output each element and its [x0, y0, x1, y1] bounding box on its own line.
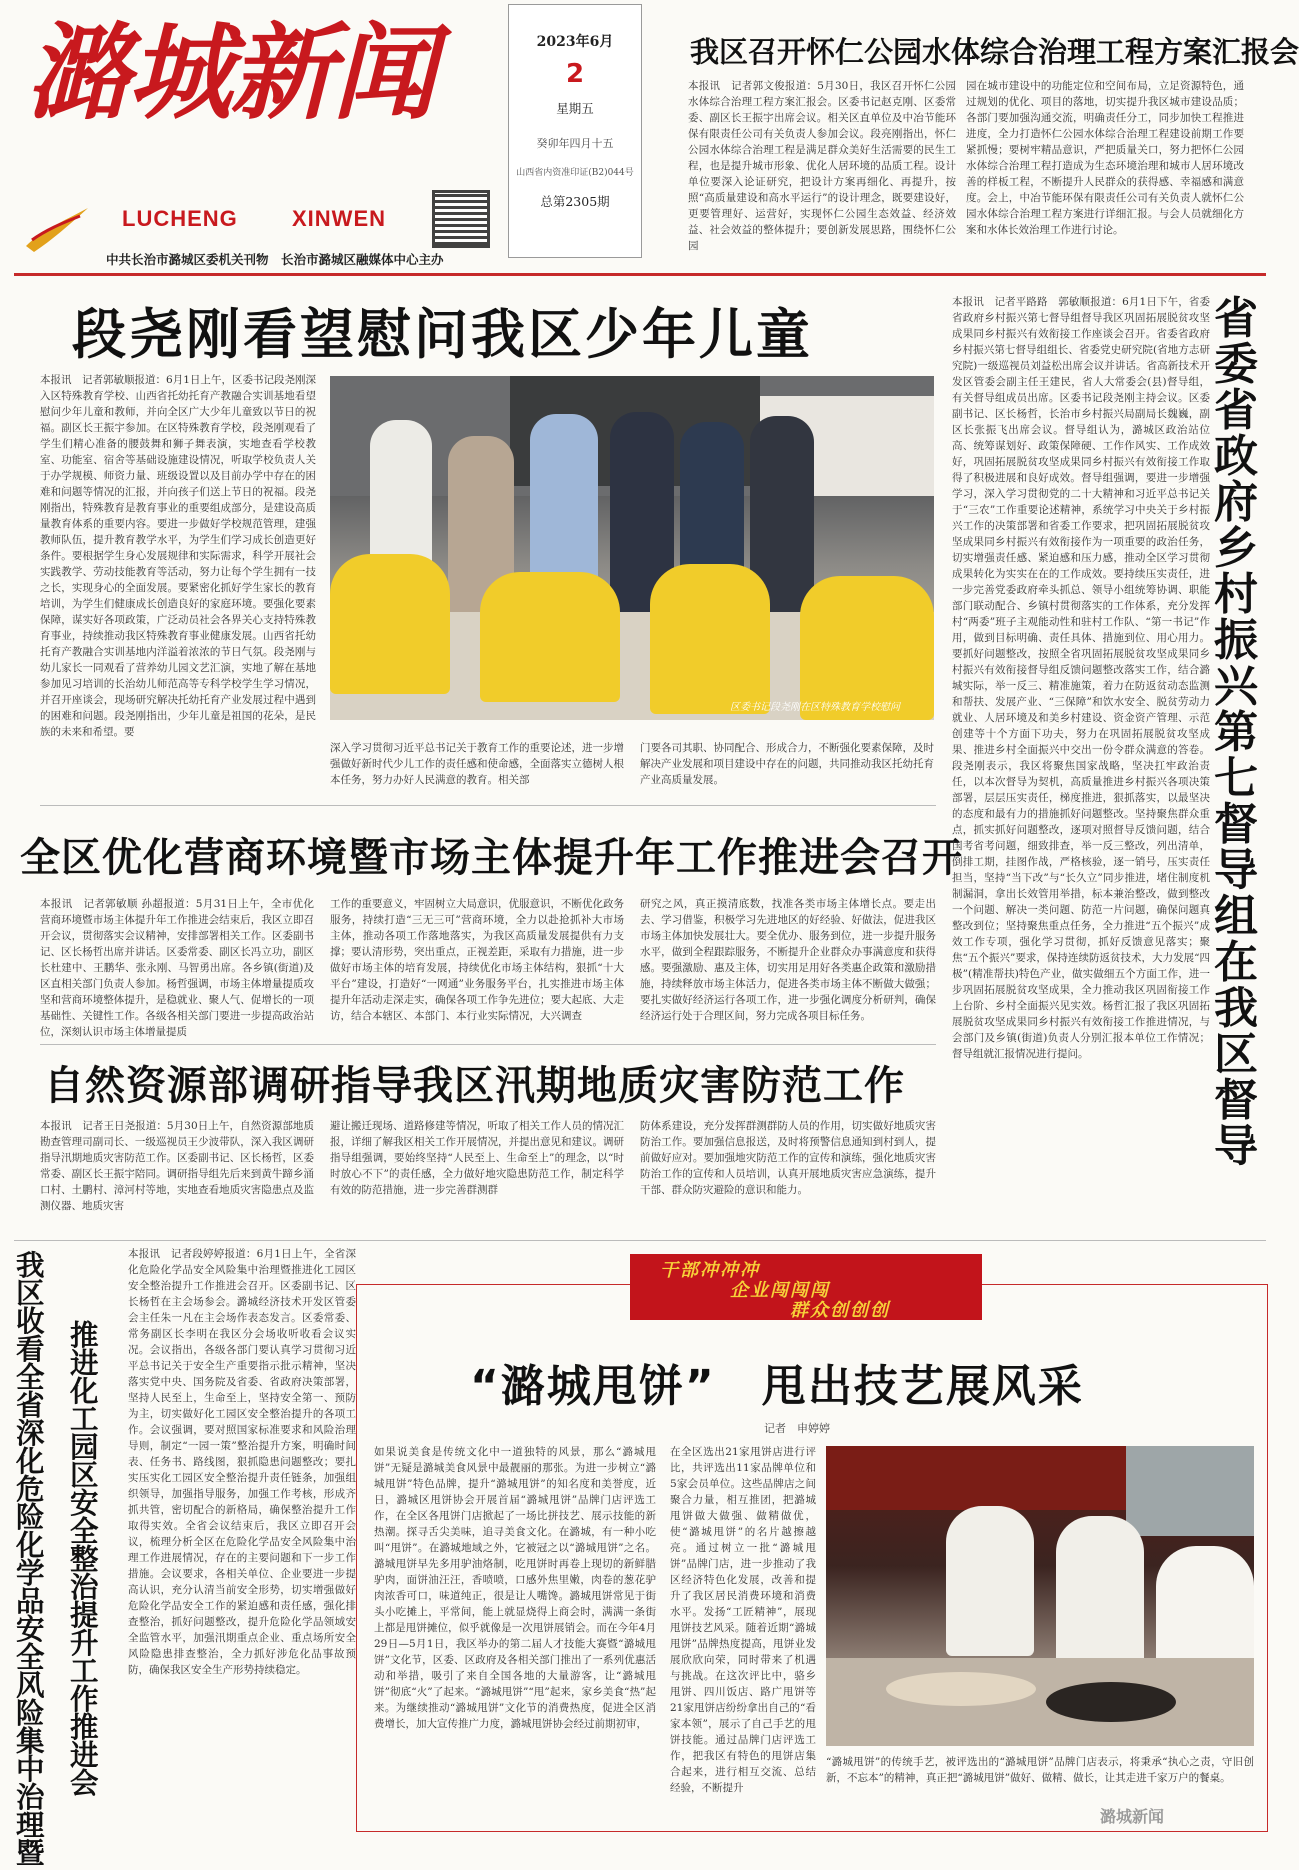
feature-photo [826, 1446, 1254, 1746]
business-headline: 全区优化营商环境暨市场主体提升年工作推进会召开 [20, 835, 963, 881]
top-story-headline: 我区召开怀仁公园水体综合治理工程方案汇报会 [690, 35, 1299, 69]
date-year-month: 2023年6月 [536, 34, 614, 50]
disaster-col2: 避让搬迁现场、道路修建等情况，听取了相关工作人员的情况汇报，详细了解我区相关工作开展情况，并提出意见和建议。调研指导组强调，要始终坚持“人民至上、生命至上”的理念，以“时时放心不下”的责任感，全力做好地灾隐患防范工作，制定科学有效的防范措施，进一步完善群测群 [330, 1120, 624, 1196]
inspection-headline: 省委省政府乡村振兴第七督导组在我区督导 [1214, 293, 1258, 1172]
disaster-col3: 防体系建设，充分发挥群测群防人员的作用，切实做好地质灾害防治工作。要加强信息报送，及时将预警信息通知到村到人，提前做好应对。要加强地灾防范工作的宣传和演练，强化地质灾害防治工作的宣传和人员培训，认真开展地质灾害应急演练，提升干部、群众防灾避险的意识和能力。 [640, 1120, 936, 1196]
chemical-headline-a: 我区收看全省深化危险化学品安全风险集中治理暨 [16, 1249, 45, 1870]
business-col3: 研究之风，真正摸清底数，找准各类市场主体增长点。要走出去、学习借鉴，积极学习先进地区的好经验、好做法，促进我区市场主体加快发展壮大。要全优办、服务到位，进一步提升服务水平，做到全程跟踪服务，不断提升企业群众办事满意度和获得感。要强激励、惠及主体，切实用足用好各类惠企政策和激励措施，持续释放市场主体活力，促进各类市场主体不断做大做强；要扎实做好经济运行各项工作，进一步强化调度分析研判，确保经济运行处于合理区间，努力完成各项目标任务。 [640, 898, 936, 1022]
children-col1: 本报讯 记者郭敏顺报道：6月1日上午，区委书记段尧刚深入区特殊教育学校、山西省托幼托育产教融合实训基地看望慰问少年儿童和教师，并向全区广大少年儿童致以节日的祝福。副区长王振宇参加。在区特殊教育学校，段尧刚观看了学生们精心准备的腰鼓舞和狮子舞表演，实地查看学校教室、功能室、宿舍等基础设施建设情况，听取学校负责人关于办学规模、师资力量、班级设置以及目前办学中存在的困难和问题等情况的汇报，并向孩子们送上节日的祝福。段尧刚指出，特殊教育是教育事业的重要组成部分，是建设高质量教育体系的重要内容。要进一步做好学校规范管理，建强教师队伍，提升教育教学水平，为学生们学习成长创造更好条件。要根据学生身心发展规律和实际需求，科学开展社会实践教学、劳动技能教育等活动，努力让每个学生拥有一技之长，实现身心的全面发展。要紧密化抓好学生家长的教育培训，为学生们健康成长创造良好的家庭环境。要强化要素保障，谋实好各项政策，广泛动员社会各界关心支持特殊教育事业，持续推动我区特殊教育事业健康发展。山西省托幼托育产教融合实训基地内洋溢着浓浓的节日气氛。段尧刚与幼儿家长一同观看了营养幼儿园文艺汇演，实地了解在基地参加见习培训的长治幼儿师范高等专科学校学生学习情况，并召开座谈会，现场研究解决托幼托育产业发展过程中遇到的困难和问题。段尧刚指出，少年儿童是祖国的花朵，是民族的未来和希望。要 [40, 374, 316, 738]
children-photo-caption: 区委书记段尧刚在区特殊教育学校慰问 [730, 702, 900, 713]
masthead-title: 潞城新闻 [26, 11, 435, 134]
chemical-col1: 本报讯 记者段婷婷报道：6月1日上午，全省深化危险化学品安全风险集中治理暨推进化工园区安全整治提升工作推进会召开。区委副书记、区长杨哲在主会场参会。潞城经济技术开发区管委会主任朱一凡在主会场作表态发言。区委常委、常务副区长李明在我区分会场收听收看会议实况。会议指出，各级各部门要认真学习贯彻习近平总书记关于安全生产重要指示批示精神，坚决落实党中央、国务院及省委、省政府决策部署，坚持人民至上，生命至上，坚持安全第一、预防为主，切实做好化工园区安全整治提升的各项工作。会议强调，要对照国家标准要求和风险治理导则，制定“一园一策”整治提升方案，明确时间表、任务书、路线图，狠抓隐患问题整改；要扎实压实化工园区安全整治提升责任链条，加强组织领导，加强指导服务，加强工作考核，形成齐抓共管，密切配合的新格局，确保整治提升工作取得实效。全省会议结束后，我区立即召开会议，梳理分析全区在危险化学品安全风险集中治理工作进展情况，存在的主要问题和下一步工作措施。会议要求，各相关单位、企业要进一步提高认识，充分认清当前安全形势，切实增强做好危险化学品安全工作的紧迫感和责任感，强化排查整治，抓好问题整改，提升危险化学品领域安全监管水平，加强汛期重点企业、重点场所安全风险隐患排查整治，全力抓好涉危化品事故预防，确保我区安全生产形势持续稳定。 [128, 1248, 356, 1676]
feature-banner [630, 1254, 982, 1320]
feature-caption: “潞城甩饼”的传统手艺，被评选出的“潞城甩饼”品牌门店表示，将秉承“执心之责，守旧创新，不忘本”的精神，真正把“潞城甩饼”做好、做精、做长，让其走进千家万户的餐桌。 [826, 1756, 1254, 1784]
date-license: 山西省内资准印证(B2)044号 [516, 168, 634, 178]
top-story-col1: 本报讯 记者郭文俊报道：5月30日，我区召开怀仁公园水体综合治理工程方案汇报会。区委书记赵克刚、区委常委、副区长王振宇出席会议。相关区直单位及中冶节能环保有限责任公司有关负责人参加会议。段亮刚指出，怀仁公园水体综合治理工程是满足群众美好生活需要的民生工程，也是提升城市形象、优化人居环境的品质工程。设计单位要深入论证研究，把设计方案再细化、再提升，按照“高质量建设和高水平运行”的设计理念，既要建设好，更要管理好、运营好，实现怀仁公园生态效益、经济效益、社会效益的整体提升；要创新发展思路，围绕怀仁公园 [688, 80, 956, 252]
watermark: 潞城新闻 [1100, 1807, 1165, 1826]
feature-col2: 在全区选出21家甩饼店进行评比，共评选出11家品牌单位和5家会员单位。这些品牌店之间聚合力量，相互推团，把潞城甩饼做大做强、做精做优，使“潞城甩饼”的名片越擦越亮。通过树立一批“潞城甩饼”品牌门店，进一步推动了我区经济特色化发展，改善和提升了我区居民消费环境和消费水平。发扬“工匠精神”，展现甩饼技艺风采。随着近期“潞城甩饼”品牌热度提高，甩饼业发展欣欣向荣，同时带来了机遇与挑战。在这次评比中，骆乡甩饼、四川饭店、路广甩饼等21家甩饼店纷纷拿出自己的“看家本领”，展示了自己手艺的甩饼技能。通过品牌门店评选工作，把我区有特色的甩饼店集合起来，进行相互交流、总结经验，不断提升 [670, 1446, 816, 1794]
business-col2: 工作的重要意义，牢固树立大局意识，优服意识，不断优化政务服务，持续打造“三无三可”营商环境，全力以赴抢抓补大市场主体，推动各项工作落地落实，为我区高质量发展提供有力支撑；要认清形势，突出重点，正视差距，采取有力措施，进一步做好市场主体的培育发展，持续优化市场主体结构，狠抓“十大平台”建设，打造好“一网通”业务服务平台，扎实推进市场主体提升年活动走深走实，确保各项工作争先进位；要大起底、大走访，结合本辖区、本部门、本行业实际情况，大兴调查 [330, 898, 624, 1022]
masthead-sponsor: 中共长治市潞城区委机关刊物 长治市潞城区融媒体中心主办 [106, 252, 444, 267]
date-issue: 总第2305期 [540, 194, 610, 209]
feature-banner-line2: 企业闯闯闯 [730, 1280, 830, 1301]
children-headline: 段尧刚看望慰问我区少年儿童 [72, 303, 813, 366]
masthead [0, 0, 1299, 267]
date-weekday: 星期五 [556, 101, 594, 116]
date-box [508, 4, 642, 258]
disaster-col1: 本报讯 记者王日尧报道：5月30日上午，自然资源部地质勘查管理司副司长、一级巡视员王少波带队，深入我区调研指导汛期地质灾害防范工作。区委副书记、区长杨哲，区委常委、副区长王振宇陪同。调研指导组先后来到黄牛蹄乡涌口村、土鹏村、漳河村等地，实地查看地质灾害隐患点及监测仪器、地质灾害 [40, 1120, 314, 1212]
feature-byline: 记者 申婷婷 [764, 1422, 830, 1435]
divider [40, 805, 936, 806]
business-col1: 本报讯 记者郭敏顺 孙超报道：5月31日上午，全市优化营商环境暨市场主体提升年工作推进会结束后，我区立即召开会议，贯彻落实会议精神，安排部署相关工作。区委副书记、区长杨哲出席并讲话。区委常委、副区长冯立功，副区长杜建中、王鹏华、张永刚、马智勇出席。各乡镇(街道)及区直相关部门负责人参加。杨哲强调，市场主体增量提质攻坚和营商环境整体提升，是稳就业、聚人气、促增长的一项基础性、关键性工作。各级各相关部门要进一步提高政治站位，深刻认识市场主体增量提质 [40, 898, 314, 1038]
feature-banner-line1: 干部冲冲冲 [660, 1260, 760, 1281]
inspection-col1: 本报讯 记者平路路 郭敏顺报道：6月1日下午，省委省政府乡村振兴第七督导组督导我区巩固拓展脱贫攻坚成果同乡村振兴有效衔接工作座谈会召开。省委省政府乡村振兴第七督导组组长、省委党史研究院(省地方志研究院)一级巡视员刘益松出席会议并讲话。省高新技术开发区管委会副主任王建民，省人大常委会(县)督导组，有关督导组成员出席。区委书记段尧刚主持会议。区委副书记、区长杨哲，长治市乡村振兴局副局长魏巍，副区长张振飞出席会议。督导组认为，潞城区政治站位高、统筹谋划好、政策保障硬、工作作风实、工作成效好，巩固拓展脱贫攻坚成果同乡村振兴有效衔接工作取得了积极进展和良好成效。督导组强调，要进一步增强学习，深入学习贯彻党的二十大精神和习近平总书记关于“三农”工作重要论述精神，系统学习中央关于乡村振兴工作的决策部署和省委工作要求，把巩固拓展脱贫攻坚成果同乡村振兴有效衔接作为一项重要的政治任务，切实增强责任感、紧迫感和压力感，推动全区学习贯彻成果转化为实实在在的工作成效。要持续压实责任，进一步完善党委政府牵头抓总、领导小组统筹协调、职能部门联动配合、乡镇村贯彻落实的工作体系，充分发挥村“两委”班子主观能动性和驻村工作队、“第一书记”作用，做到目标明确、责任具体、措施到位、用心用力。要抓好问题整改，按照全省巩固拓展脱贫攻坚成果同乡村振兴有效衔接督导组反馈问题整改落实工作，结合潞城实际，举一反三、精准施策，着力在防返贫动态监测和帮扶、发展产业、“三保障”和饮水安全、脱贫劳动力就业、人居环境及和美乡村建设、资金资产管理、示范创建等十个方面下功夫，努力在巩固拓展脱贫攻坚成果、推进乡村全面振兴中交出一份令群众满意的答卷。段尧刚表示，我区将聚焦国家战略，坚决扛牢政治责任，以本次督导为契机，高质量推进乡村振兴各项决策部署，层层压实责任，梯度推进，狠抓落实，以最坚决的态度和最有力的措施抓好问题整改。坚持聚焦群众重点，抓实抓好问题整改，逐项对照督导反馈问题，结合国考省考问题，细致排查，举一反三整改，列出清单，倒排工期，挂图作战，严格核验，逐一销号，压实责任担当，坚持“当下改”与“长久立”同步推进，堵住制度机制漏洞，拿出长效管用举措，标本兼治整改，做到整改一个问题、解决一类问题、防范一片问题，确保问题真整改到位；坚持聚焦重点任务，全力推进“五个振兴”成效工作专项，强化学习贯彻，抓好反馈意见落实；聚焦“五个振兴”要求，保持连续防返贫技术，大力发展“四极”(精准帮扶)特色产业，做实做细五个方面工作，进一步巩固拓展脱贫攻坚成果，全力推动我区巩固衔接工作上台阶、乡村全面振兴见实效。杨哲汇报了我区巩固拓展脱贫攻坚成果同乡村振兴有效衔接工作推进情况，与会部门及乡镇(街道)负责人分别汇报本单位工作情况；督导组就汇报情况进行提问。 [952, 296, 1210, 1060]
feature-banner-line3: 群众创创创 [790, 1300, 890, 1321]
qr-code [432, 190, 490, 248]
feature-col1: 如果说美食是传统文化中一道独特的风景，那么“潞城甩饼”无疑是潞城美食风景中最靓丽的那张。为进一步树立“潞城甩饼”特色品牌，提升“潞城甩饼”的知名度和美誉度，近日，潞城区甩饼协会开展首届“潞城甩饼”品牌门店评选工作，在全区各甩饼门店掀起了一场比拼技艺、展示技能的新热潮。探寻舌尖美味，追寻美食文化。在潞城，有一种小吃叫“甩饼”。在潞城地域之外，它被冠之以“潞城甩饼”之名。潞城甩饼早先多用驴油烙制，吃甩饼时再卷上现切的新鲜腊驴肉，面饼油汪汪，香喷喷，口感外焦里嫩，肉卷的葱花驴肉浓香可口，味道纯正，很是让人嘴馋。潞城甩饼常见于街头小吃摊上，平常间，能上就显烧得上商会时，满满一条街上都是甩饼摊位，似乎就像是一次甩饼展销会。而在今年4月29日—5月1日，我区举办的第二届人才技能大赛暨“潞城甩饼”文化节，区委、区政府及各相关部门推出了一系列优惠活动和举措，吸引了来自全国各地的大量游客，让“潞城甩饼”彻底“火”了起来。“潞城甩饼”“甩”起来，家乡美食“热”起来。为继续推动“潞城甩饼”文化节的消费热度，促进全区消费增长，加大宣传推广力度，潞城甩饼协会经过前期初审， [374, 1446, 656, 1730]
masthead-pinyin-right: XINWEN [292, 206, 386, 231]
divider [40, 1044, 936, 1045]
children-caption-col1: 深入学习贯彻习近平总书记关于教育工作的重要论述，进一步增强做好新时代少儿工作的责任感和使命感，全面落实立德树人根本任务，努力办好人民满意的教育。相关部 [330, 742, 624, 786]
chemical-headline-b: 推进化工园区安全整治提升工作推进会 [70, 1319, 99, 1800]
children-photo [330, 376, 934, 720]
masthead-rule [14, 273, 1266, 276]
masthead-pinyin-left: LUCHENG [122, 206, 238, 231]
children-caption-col2: 门要各司其职、协同配合、形成合力，不断强化要素保障，及时解决产业发展和项目建设中存在的问题，共同推动我区托幼托育产业高质量发展。 [640, 742, 934, 786]
top-story-col2: 园在城市建设中的功能定位和空间布局，立足资源特色，通过规划的优化、项目的落地，切实提升我区城市建设品质；各部门要加强沟通交流，明确责任分工，同步加快工程推进进度，全力打造怀仁公园水体综合治理工程建设前期工作要紧抓慢；要树牢精品意识，严把质量关口，努力把怀仁公园水体综合治理工程打造成为生态环境治理和城市人居环境改善的样板工程，不断提升人民群众的获得感、幸福感和满意度。会上，中冶节能环保有限责任公司有关负责人就怀仁公园水体综合治理工程方案进行详细汇报。与会人员就细化方案和水体长效治理工作进行讨论。 [966, 80, 1244, 236]
disaster-headline: 自然资源部调研指导我区汛期地质灾害防范工作 [44, 1063, 905, 1109]
date-lunar: 癸卯年四月十五 [536, 137, 614, 150]
date-day: 2 [565, 59, 585, 89]
divider [14, 1240, 1266, 1241]
logo-icon [22, 200, 92, 256]
feature-headline: “潞城甩饼” 甩出技艺展风采 [470, 1361, 1084, 1412]
